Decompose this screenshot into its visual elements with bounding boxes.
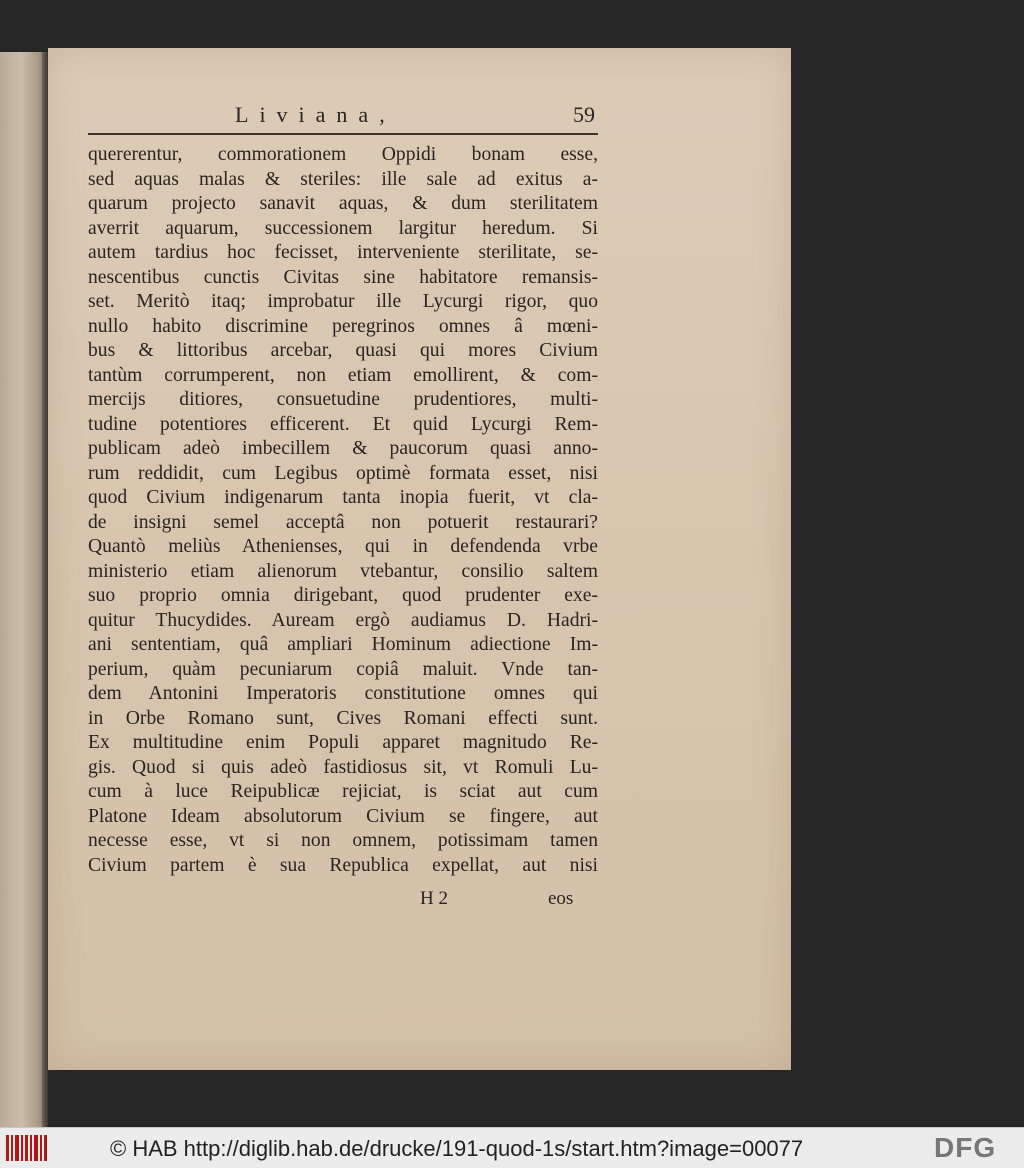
facing-page-edge (0, 52, 48, 1127)
text-line: necesse esse, vt si non omnem, potissimam tamen (88, 830, 598, 851)
text-line: ani sententiam, quâ ampliari Hominum adiectione Im- (88, 634, 598, 655)
text-line: Platone Ideam absolutorum Civium se fingere, aut (88, 805, 598, 827)
catchword: eos (548, 888, 574, 909)
signature-mark: H 2 (420, 888, 448, 909)
text-line: quarum projecto sanavit aquas, & dum sterilitatem (88, 193, 598, 214)
text-line: in Orbe Romano sunt, Cives Romani effecti sunt. (88, 707, 598, 729)
barcode-icon (6, 1133, 48, 1163)
text-line: Quantò meliùs Athenienses, qui in defendenda vrbe (88, 536, 598, 557)
dfg-logo: DFG (934, 1132, 997, 1163)
text-line: cum à luce Reipublicæ rejiciat, is sciat aut cum (88, 781, 598, 802)
running-head (235, 102, 595, 132)
text-line: quod Civium indigenarum tanta inopia fuerit, vt cla- (88, 487, 598, 508)
copyright-url[interactable]: © HAB http://diglib.hab.de/drucke/191-quod-1s/start.htm?image=00077 (110, 1136, 804, 1161)
text-line: averrit aquarum, successionem largitur heredum. Si (88, 217, 598, 239)
text-line: ministerio etiam alienorum vtebantur, consilio saltem (88, 560, 598, 582)
text-line: perium, quàm pecuniarum copiâ maluit. Vnde tan- (88, 658, 598, 680)
page-number: 59 (573, 102, 595, 127)
footer-bar (0, 1127, 1024, 1168)
text-line: nullo habito discrimine peregrinos omnes â mœni- (88, 315, 598, 337)
running-head-title: Liviana, (235, 102, 396, 127)
text-line: tantùm corrumperent, non etiam emollirent, & com- (88, 364, 598, 386)
body-text (88, 143, 598, 878)
header-rule (88, 133, 598, 135)
text-line: quererentur, commorationem Oppidi bonam esse, (88, 144, 598, 165)
text-line: de insigni semel acceptâ non potuerit restaurari? (88, 511, 598, 533)
text-line: bus & littoribus arcebar, quasi qui mores Civium (88, 340, 598, 361)
text-line: set. Meritò itaq; improbatur ille Lycurgi rigor, quo (88, 291, 598, 312)
text-line: nescentibus cunctis Civitas sine habitatore remansis- (88, 266, 598, 288)
text-line: Civium partem è sua Republica expellat, aut nisi (88, 854, 598, 876)
text-line: suo proprio omnia dirigebant, quod prudenter exe- (88, 585, 598, 606)
text-line: tudine potentiores efficerent. Et quid Lycurgi Rem- (88, 413, 598, 435)
text-line: gis. Quod si quis adeò fastidiosus sit, vt Romuli Lu- (88, 756, 598, 778)
text-line: sed aquas malas & steriles: ille sale ad exitus a- (88, 168, 598, 190)
text-line: quitur Thucydides. Auream ergò audiamus D. Hadri- (88, 609, 598, 631)
text-line: mercijs ditiores, consuetudine prudentiores, multi- (88, 389, 598, 410)
text-line: dem Antonini Imperatoris constitutione omnes qui (88, 683, 598, 704)
text-line: autem tardius hoc fecisset, interveniente sterilitate, se- (88, 242, 598, 263)
text-line: rum reddidit, cum Legibus optimè formata esset, nisi (88, 462, 598, 484)
text-line: publicam adeò imbecillem & paucorum quasi anno- (88, 438, 598, 459)
text-line: Ex multitudine enim Populi apparet magnitudo Re- (88, 732, 598, 753)
